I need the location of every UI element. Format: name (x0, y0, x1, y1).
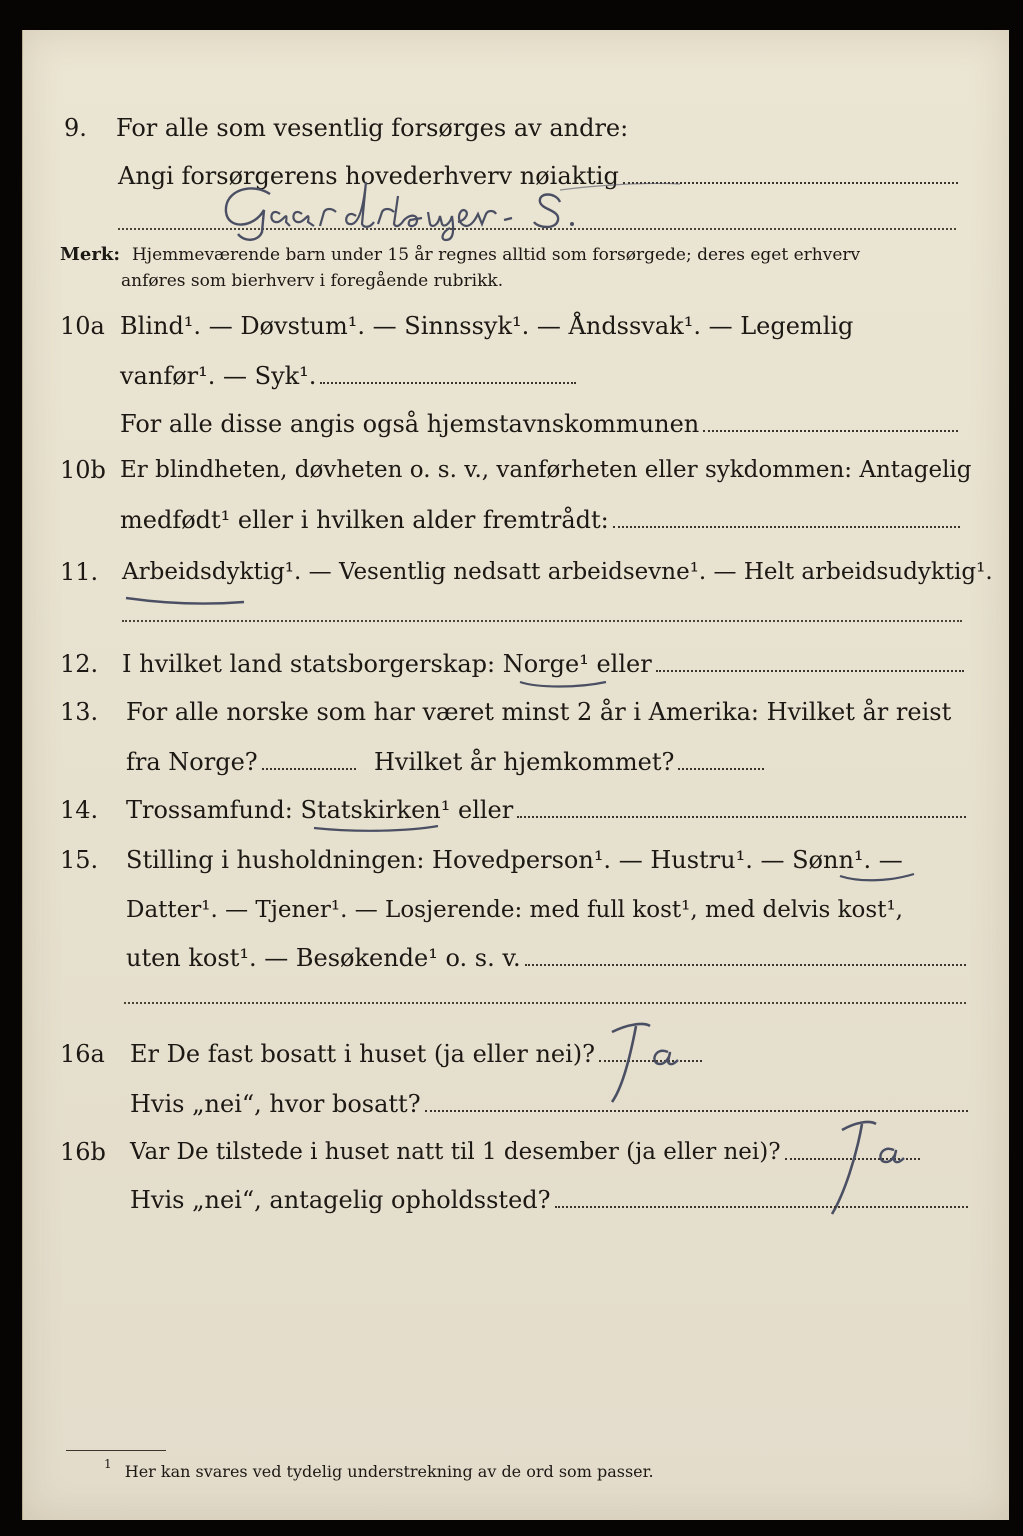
q10b-line1 (120, 456, 972, 484)
q13-return-prompt: Hvilket år hjemkommet? (374, 748, 675, 776)
q10b-number: 10b (60, 456, 106, 484)
q12-question: I hvilket land statsborgerskap: Norge¹ eller (122, 650, 652, 678)
q10a-line1 (120, 312, 853, 340)
q10b-answer-field[interactable] (613, 526, 960, 528)
q16b-followup: Hvis „nei“, antagelig opholdssted? (130, 1186, 551, 1214)
footnote-text: Her kan svares ved tydelig understrekning av de ord som passer. (124, 1462, 654, 1481)
merk-text-2: anføres som bierhverv i foregående rubrikk. (121, 271, 504, 291)
q16a-residence-field[interactable] (425, 1110, 968, 1112)
merk-line1 (60, 244, 860, 266)
q13-departure-field[interactable] (262, 768, 356, 770)
q15-line2 (126, 896, 903, 924)
q15-underline-mark (838, 870, 918, 886)
q10a-options-2: vanfør¹. — Syk¹. (120, 362, 317, 390)
q9-prompt: Angi forsørgerens hovederhverv nøiaktig (118, 162, 619, 190)
q11-line1 (122, 558, 993, 586)
q14-underline-mark (312, 822, 442, 838)
q15-answer-line[interactable] (124, 1002, 966, 1004)
q10a-line3 (120, 410, 958, 438)
q11-underline-mark (124, 590, 254, 610)
q16a-number: 16a (60, 1040, 105, 1068)
q16b-number: 16b (60, 1138, 106, 1166)
q9-question: For alle som vesentlig forsørges av andre: (116, 114, 629, 142)
q9-number: 9. (64, 114, 87, 142)
q12-answer-field[interactable] (656, 670, 964, 672)
footnote-rule (66, 1450, 166, 1451)
q11-answer-line[interactable] (122, 620, 962, 622)
merk-line2 (121, 270, 503, 292)
q16b-line1 (130, 1138, 920, 1166)
footnote-mark: 1 (104, 1457, 112, 1471)
q10a-hometown-field[interactable] (703, 430, 958, 432)
q16b-question: Var De tilstede i huset natt til 1 desember (ja eller nei)? (130, 1139, 781, 1165)
q13-line2a (126, 748, 356, 776)
q10a-line2 (120, 362, 576, 390)
q15-options-2: Datter¹. — Tjener¹. — Losjerende: med full kost¹, med delvis kost¹, (126, 897, 903, 923)
q14-answer-field[interactable] (517, 816, 966, 818)
q13-number: 13. (60, 698, 99, 726)
q12-line1 (122, 650, 964, 678)
q10a-number: 10a (60, 312, 105, 340)
q15-options-1: Stilling i husholdningen: Hovedperson¹. — Hustru¹. — Sønn¹. — (126, 846, 903, 874)
q13-departure-prompt: fra Norge? (126, 748, 258, 776)
q16a-question: Er De fast bosatt i huset (ja eller nei)? (130, 1040, 596, 1068)
q15-answer-field[interactable] (525, 964, 966, 966)
q15-line3 (126, 944, 966, 972)
q10b-prompt: medfødt¹ eller i hvilken alder fremtrådt: (120, 506, 609, 534)
q13-line1 (126, 698, 951, 726)
q10a-answer-field[interactable] (320, 382, 576, 384)
q12-underline-mark (518, 676, 610, 692)
q10a-hometown-prompt: For alle disse angis også hjemstavnskommunen (120, 410, 700, 438)
footnote (104, 1457, 654, 1481)
q16b-location-field[interactable] (555, 1206, 968, 1208)
merk-label: Merk: (60, 244, 120, 265)
q10b-line2 (120, 506, 960, 534)
q14-question: Trossamfund: Statskirken¹ eller (126, 796, 514, 824)
q10b-question: Er blindheten, døvheten o. s. v., vanførheten eller sykdommen: Antagelig (120, 457, 972, 483)
q14-number: 14. (60, 796, 99, 824)
q15-line1 (126, 846, 903, 874)
q10a-options: Blind¹. — Døvstum¹. — Sinnssyk¹. — Åndssvak¹. — Legemlig (120, 312, 854, 340)
q13-line2b (374, 748, 764, 776)
q9-line1 (116, 114, 629, 142)
q15-number: 15. (60, 846, 99, 874)
q16a-followup: Hvis „nei“, hvor bosatt? (130, 1090, 421, 1118)
q11-number: 11. (60, 558, 99, 586)
q14-line1 (126, 796, 966, 824)
q13-return-field[interactable] (678, 768, 764, 770)
q12-number: 12. (60, 650, 99, 678)
q13-question: For alle norske som har været minst 2 år i Amerika: Hvilket år reist (126, 698, 952, 726)
merk-text-1: Hjemmeværende barn under 15 år regnes alltid som forsørgede; deres eget erhverv (131, 245, 861, 265)
q16b-line2 (130, 1186, 968, 1214)
q11-options: Arbeidsdyktig¹. — Vesentlig nedsatt arbeidsevne¹. — Helt arbeidsudyktig¹. (122, 559, 993, 585)
q15-options-3: uten kost¹. — Besøkende¹ o. s. v. (126, 944, 521, 972)
q9-handwritten-answer (120, 172, 700, 244)
